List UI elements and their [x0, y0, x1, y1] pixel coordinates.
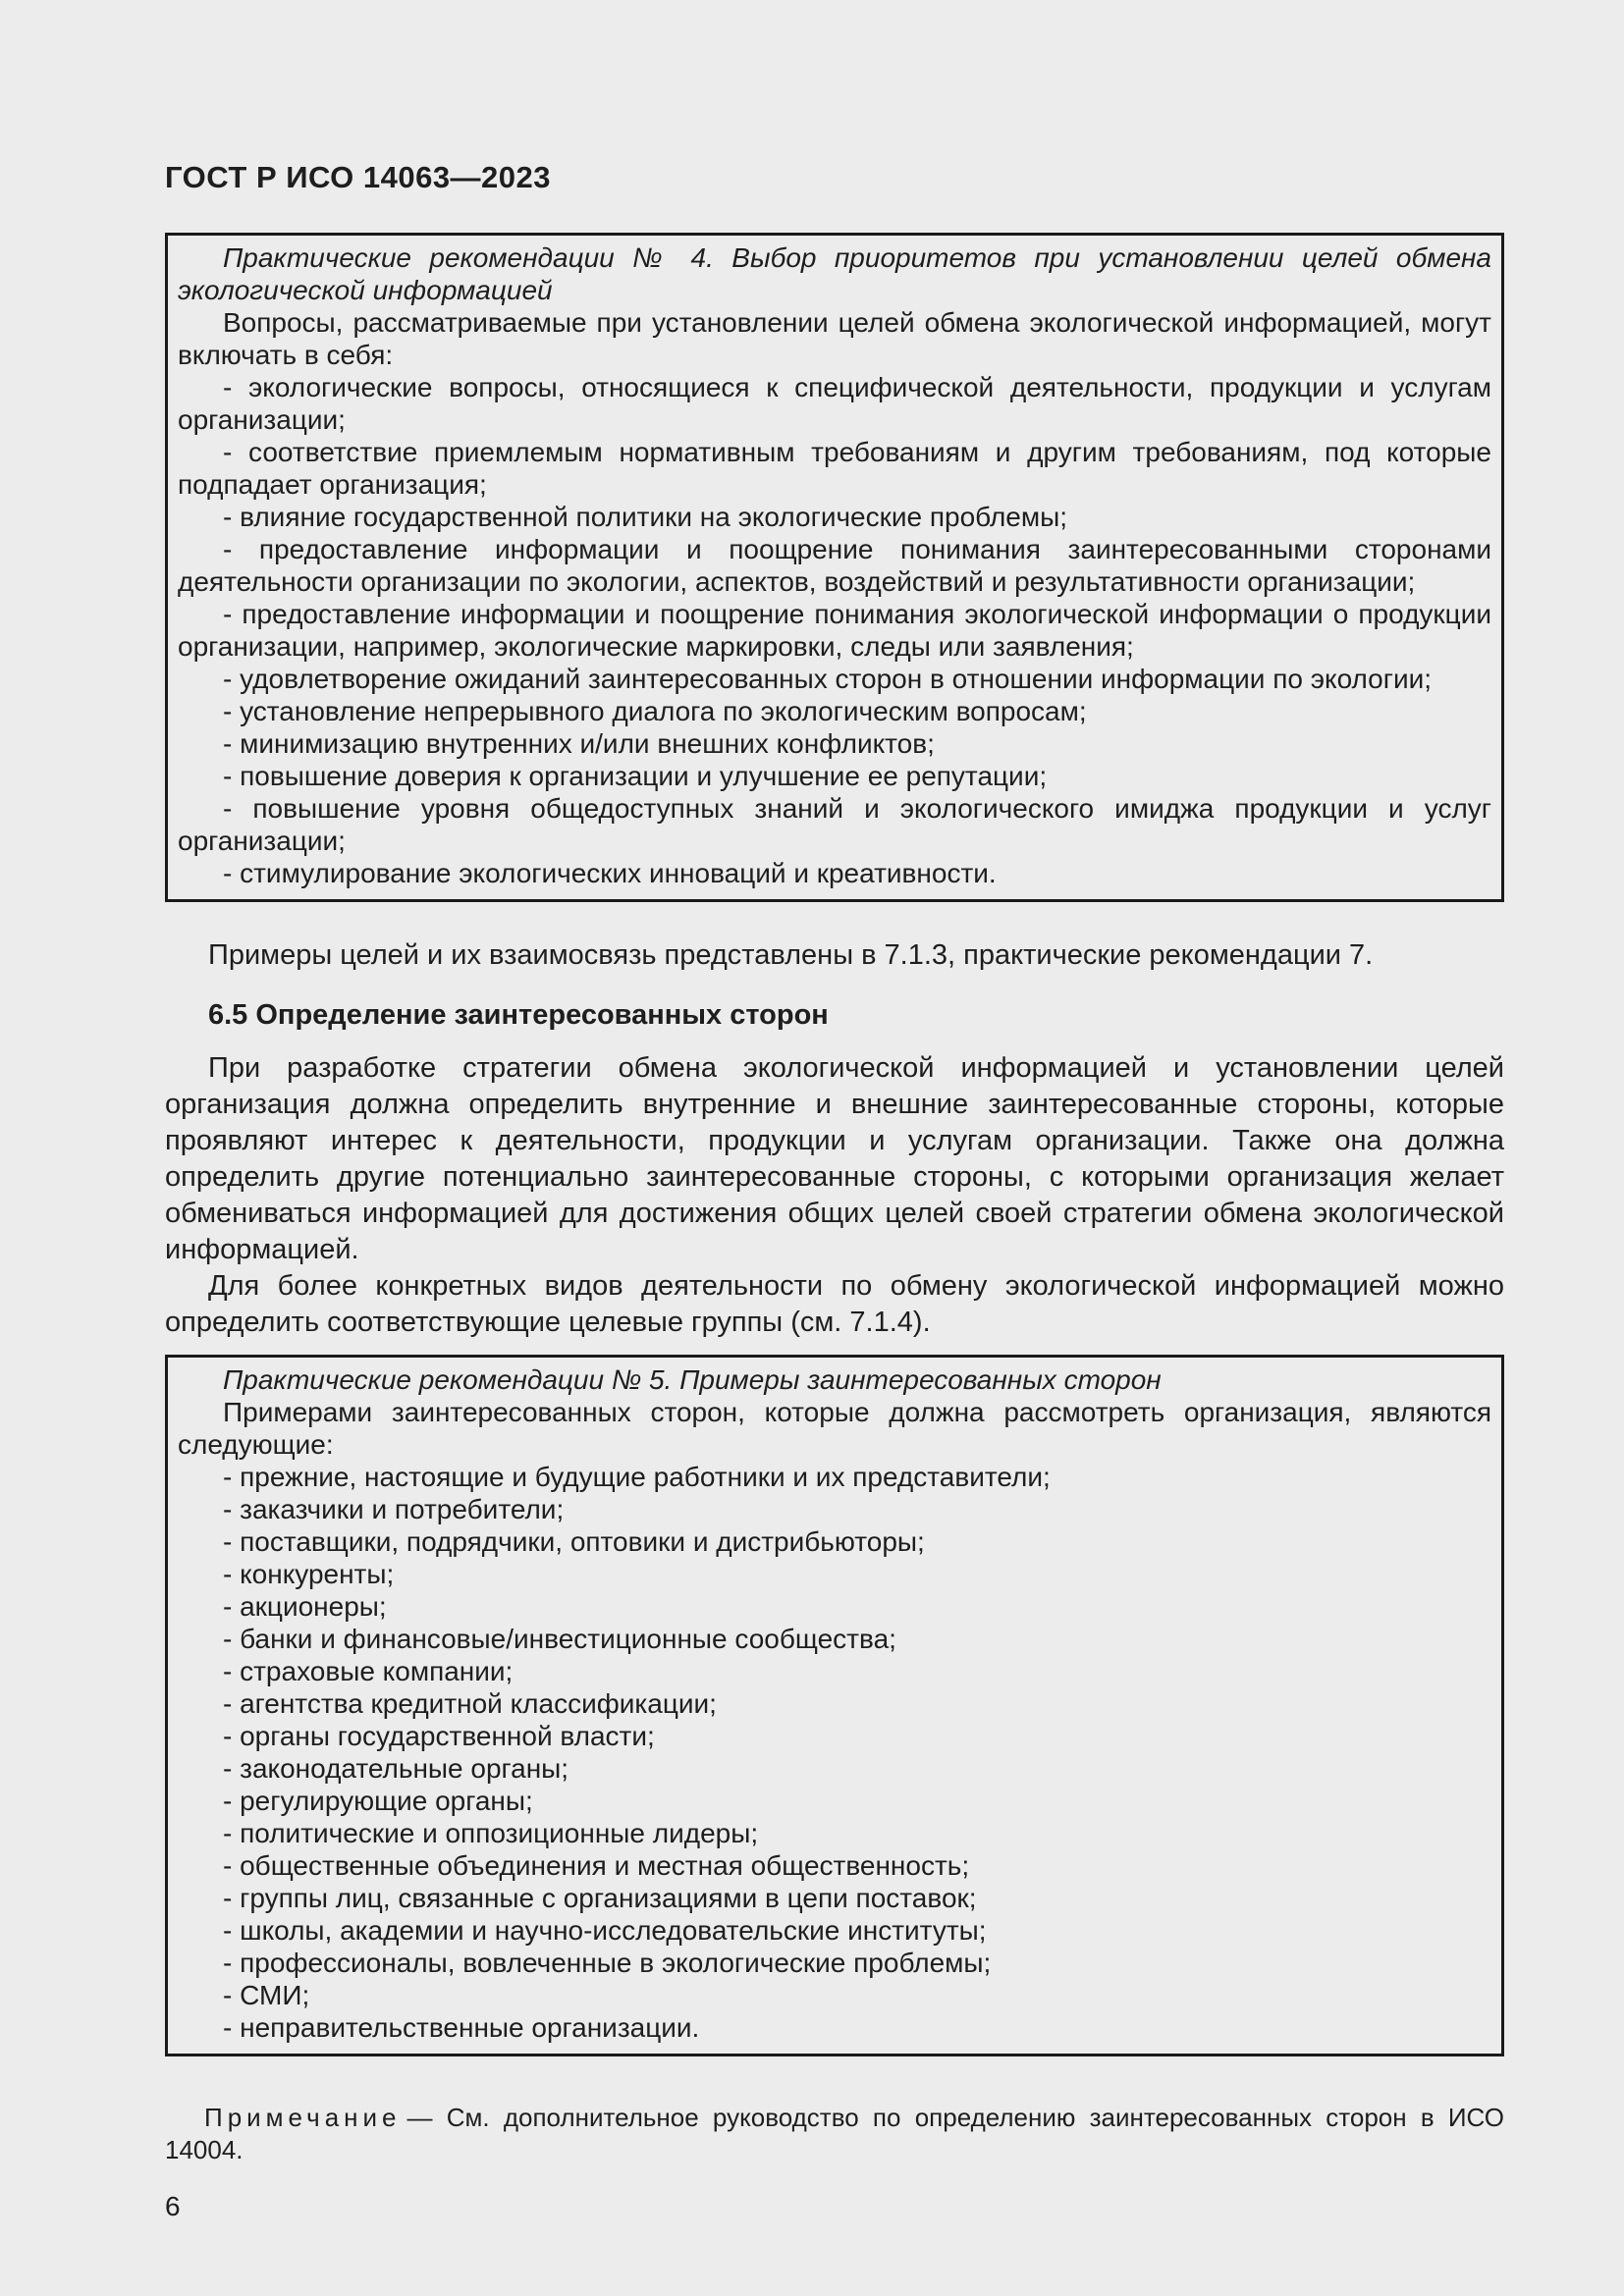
list-item: - экологические вопросы, относящиеся к специфической деятельности, продукции и услугам организации;	[178, 372, 1491, 435]
list-item: - политические и оппозиционные лидеры;	[223, 1818, 759, 1848]
box4-title: Практические рекомендации № 4. Выбор приоритетов при установлении целей обмена экологической информацией	[178, 242, 1491, 305]
list-item: - соответствие приемлемым нормативным требованиям и другим требованиям, под которые подпадает организация;	[178, 437, 1491, 500]
note-text: — См. дополнительное руководство по определению заинтересованных сторон в ИСО 14004.	[165, 2103, 1504, 2164]
list-item: - акционеры;	[223, 1591, 387, 1622]
list-item: - профессионалы, вовлеченные в экологические проблемы;	[223, 1948, 992, 1978]
list-item: - влияние государственной политики на экологические проблемы;	[223, 502, 1068, 532]
box4-intro: Вопросы, рассматриваемые при установлении целей обмена экологической информацией, могут включать в себя:	[178, 307, 1491, 370]
list-item: - СМИ;	[223, 1980, 310, 2010]
main-text	[165, 937, 1504, 1341]
section-paragraph-2: Для более конкретных видов деятельности по обмену экологической информацией можно определить соответствующие целевые группы (см. 7.1.4).	[165, 1270, 1504, 1338]
list-item: - удовлетворение ожиданий заинтересованных сторон в отношении информации по экологии;	[223, 664, 1433, 694]
list-item: - банки и финансовые/инвестиционные сообщества;	[223, 1624, 896, 1654]
list-item: - группы лиц, связанные с организациями в цепи поставок;	[223, 1883, 977, 1913]
list-item: - страховые компании;	[223, 1656, 514, 1686]
list-item: - минимизацию внутренних и/или внешних конфликтов;	[223, 728, 935, 759]
list-item: - общественные объединения и местная общественность;	[223, 1850, 970, 1881]
list-item: - прежние, настоящие и будущие работники и их представители;	[223, 1462, 1051, 1492]
document-header: ГОСТ Р ИСО 14063—2023	[165, 160, 552, 194]
practical-recommendations-box-4	[165, 233, 1504, 902]
list-item: - повышение уровня общедоступных знаний и экологического имиджа продукции и услуг организации;	[178, 793, 1491, 856]
list-item: - неправительственные организации.	[223, 2012, 700, 2043]
practical-recommendations-box-5	[165, 1355, 1504, 2056]
section-heading-6-5: 6.5 Определение заинтересованных сторон	[208, 999, 829, 1031]
list-item: - стимулирование экологических инноваций и креативности.	[223, 858, 997, 888]
note-label: Примечание	[204, 2103, 402, 2132]
box5-intro: Примерами заинтересованных сторон, которые должна рассмотреть организация, являются следующие:	[178, 1397, 1491, 1460]
list-item: - установление непрерывного диалога по экологическим вопросам;	[223, 696, 1087, 726]
box5-items	[178, 1461, 1491, 2044]
list-item: - регулирующие органы;	[223, 1786, 533, 1816]
page-number: 6	[165, 2191, 181, 2221]
box4-items	[178, 371, 1491, 889]
note	[165, 2102, 1504, 2166]
examples-paragraph: Примеры целей и их взаимосвязь представлены в 7.1.3, практические рекомендации 7.	[208, 939, 1374, 971]
list-item: - поставщики, подрядчики, оптовики и дистрибьюторы;	[223, 1526, 925, 1557]
list-item: - органы государственной власти;	[223, 1721, 655, 1751]
list-item: - заказчики и потребители;	[223, 1494, 565, 1524]
list-item: - предоставление информации и поощрение понимания экологической информации о продукции организации, например, экологические маркировки, следы или заявления;	[178, 599, 1491, 662]
list-item: - законодательные органы;	[223, 1753, 569, 1784]
list-item: - повышение доверия к организации и улучшение ее репутации;	[223, 761, 1048, 791]
list-item: - школы, академии и научно-исследовательские институты;	[223, 1915, 987, 1946]
list-item: - предоставление информации и поощрение понимания заинтересованными сторонами деятельности организации по экологии, аспектов, воздействий и результативности организации;	[178, 534, 1491, 597]
box5-title: Практические рекомендации № 5. Примеры заинтересованных сторон	[223, 1364, 1162, 1395]
section-paragraph-1: При разработке стратегии обмена экологической информацией и установлении целей организация должна определить внутренние и внешние заинтересованные стороны, которые проявляют интерес к деятельности, продукции и услугам организации. Также она должна определить другие потенциально заинтересованные стороны, с которыми организация желает обмениваться информацией для достижения общих целей своей стратегии обмена экологической информацией.	[165, 1052, 1504, 1265]
list-item: - конкуренты;	[223, 1559, 395, 1589]
list-item: - агентства кредитной классификации;	[223, 1688, 717, 1719]
